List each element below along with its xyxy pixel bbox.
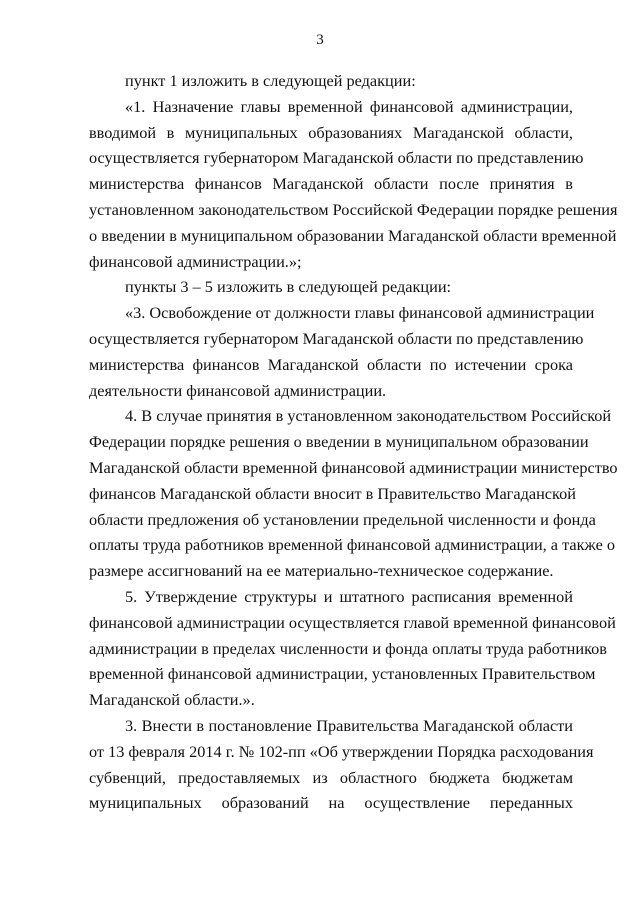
text-line: осуществляется губернатором Магаданской области по представлению <box>89 328 584 348</box>
text-line: субвенций, предоставляемых из областного бюджета бюджетам <box>89 767 573 787</box>
text-line: осуществляется губернатором Магаданской области по представлению <box>89 148 584 168</box>
text-line: муниципальных образований на осуществление переданных <box>89 793 573 813</box>
text-line: размере ассигнований на ее материально-техническое содержание. <box>89 561 554 581</box>
text-line: вводимой в муниципальных образованиях Магаданской области, <box>89 122 573 142</box>
text-line: пункт 1 изложить в следующей редакции: <box>125 71 416 90</box>
text-line: оплаты труда работников временной финансовой администрации, а также о <box>89 535 616 555</box>
text-line: министерства финансов Магаданской области по истечении срока <box>89 354 573 374</box>
text-line: «1. Назначение главы временной финансовой администрации, <box>125 96 573 116</box>
text-line: пункты 3 – 5 изложить в следующей редакции: <box>125 277 452 297</box>
text-line: финансов Магаданской области вносит в Правительство Магаданской <box>89 483 576 503</box>
text-line: деятельности финансовой администрации. <box>89 380 387 400</box>
page-number: 3 <box>316 32 324 48</box>
text-line: «3. Освобождение от должности главы финансовой администрации <box>125 303 595 323</box>
text-line: Магаданской области временной финансовой администрации министерство <box>89 457 618 477</box>
text-line: министерства финансов Магаданской области после принятия в <box>89 174 573 194</box>
text-line: Федерации порядке решения о введении в муниципальном образовании <box>89 432 589 452</box>
text-line: 3. Внести в постановление Правительства Магаданской области <box>125 715 573 735</box>
text-line: администрации в пределах численности и фонда оплаты труда работников <box>89 638 607 658</box>
text-line: о введении в муниципальном образовании Магаданской области временной <box>89 225 617 245</box>
text-line: финансовой администрации.»; <box>89 251 302 271</box>
text-line: финансовой администрации осуществляется главой временной финансовой <box>89 612 616 632</box>
text-line: области предложения об установлении предельной численности и фонда <box>89 509 596 529</box>
text-line: установленном законодательством Российской Федерации порядке решения <box>89 199 618 219</box>
document-body <box>89 68 618 816</box>
text-line: Магаданской области.». <box>89 690 255 710</box>
text-line: 4. В случае принятия в установленном законодательством Российской <box>125 406 612 426</box>
text-line: от 13 февраля 2014 г. № 102-пп «Об утверждении Порядка расходования <box>89 741 594 761</box>
text-line: 5. Утверждение структуры и штатного расписания временной <box>125 586 573 606</box>
text-line: временной финансовой администрации, установленных Правительством <box>89 664 596 684</box>
